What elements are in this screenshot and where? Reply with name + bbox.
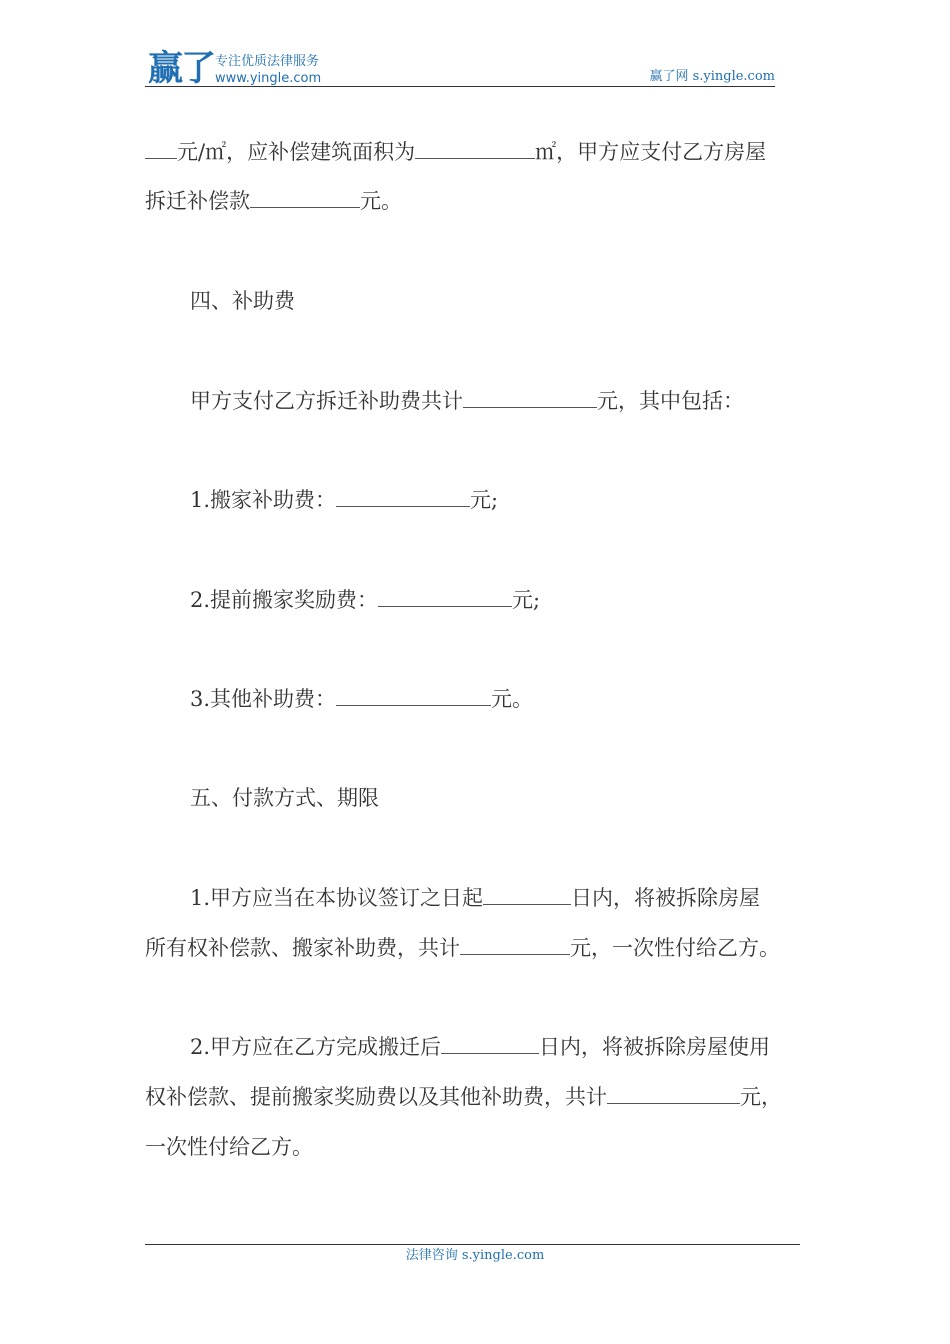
paragraph-line (145, 137, 766, 167)
section-heading: 四、补助费 (190, 289, 295, 313)
text-run: 元; (470, 488, 499, 512)
footer-divider (145, 1244, 800, 1245)
text-run: 元， (740, 1085, 782, 1109)
list-item (190, 684, 533, 714)
text-run: 3.其他补助费： (190, 687, 337, 711)
text-run: 元，一次性付给乙方。 (570, 936, 780, 960)
text-run: 日内，将被拆除房屋使用 (539, 1035, 771, 1059)
fill-blank (441, 1033, 539, 1054)
fill-blank (607, 1083, 740, 1104)
text-run: 元。 (360, 189, 402, 213)
text-run: 所有权补偿款、搬家补助费，共计 (145, 936, 460, 960)
paragraph-line (145, 933, 780, 963)
text-run: 1.搬家补助费： (190, 488, 337, 512)
paragraph-line (145, 186, 402, 216)
fill-blank (336, 486, 470, 507)
list-item (190, 485, 498, 515)
fill-blank (415, 138, 535, 159)
paragraph-line: 一次性付给乙方。 (145, 1135, 313, 1159)
text-run: 日内，将被拆除房屋 (571, 886, 761, 910)
logo-slogan: 专注优质法律服务 (215, 54, 320, 69)
paragraph-line (190, 883, 760, 913)
text-run: 元; (512, 588, 541, 612)
paragraph-line (190, 386, 744, 416)
header-site-link[interactable]: 赢了网 s.yingle.com (649, 69, 775, 84)
fill-blank (483, 884, 571, 905)
header-divider (145, 86, 775, 87)
text-run: ㎡，甲方应支付乙方房屋 (535, 140, 767, 164)
fill-blank (250, 187, 360, 208)
footer-link[interactable]: 法律咨询 s.yingle.com (405, 1248, 545, 1263)
text-run: 1.甲方应当在本协议签订之日起 (190, 886, 484, 910)
yingle-logo[interactable]: 赢了 (148, 49, 215, 89)
list-item (190, 585, 540, 615)
logo-url[interactable]: www.yingle.com (215, 71, 322, 86)
fill-blank (145, 138, 177, 159)
paragraph-line (145, 1082, 782, 1112)
fill-blank (463, 387, 597, 408)
text-run: 甲方支付乙方拆迁补助费共计 (190, 389, 463, 413)
fill-blank (378, 586, 512, 607)
text-run: 拆迁补偿款 (145, 189, 250, 213)
text-run: 元。 (491, 687, 534, 711)
text-run: 2.甲方应在乙方完成搬迁后 (190, 1035, 442, 1059)
text-run: 元/㎡，应补偿建筑面积为 (177, 140, 416, 164)
section-heading: 五、付款方式、期限 (190, 786, 379, 810)
paragraph-line (190, 1032, 770, 1062)
fill-blank (460, 934, 570, 955)
fill-blank (336, 685, 491, 706)
page-header (145, 50, 775, 88)
text-run: 权补偿款、提前搬家奖励费以及其他补助费，共计 (145, 1085, 607, 1109)
text-run: 元，其中包括： (597, 389, 744, 413)
text-run: 2.提前搬家奖励费： (190, 588, 379, 612)
